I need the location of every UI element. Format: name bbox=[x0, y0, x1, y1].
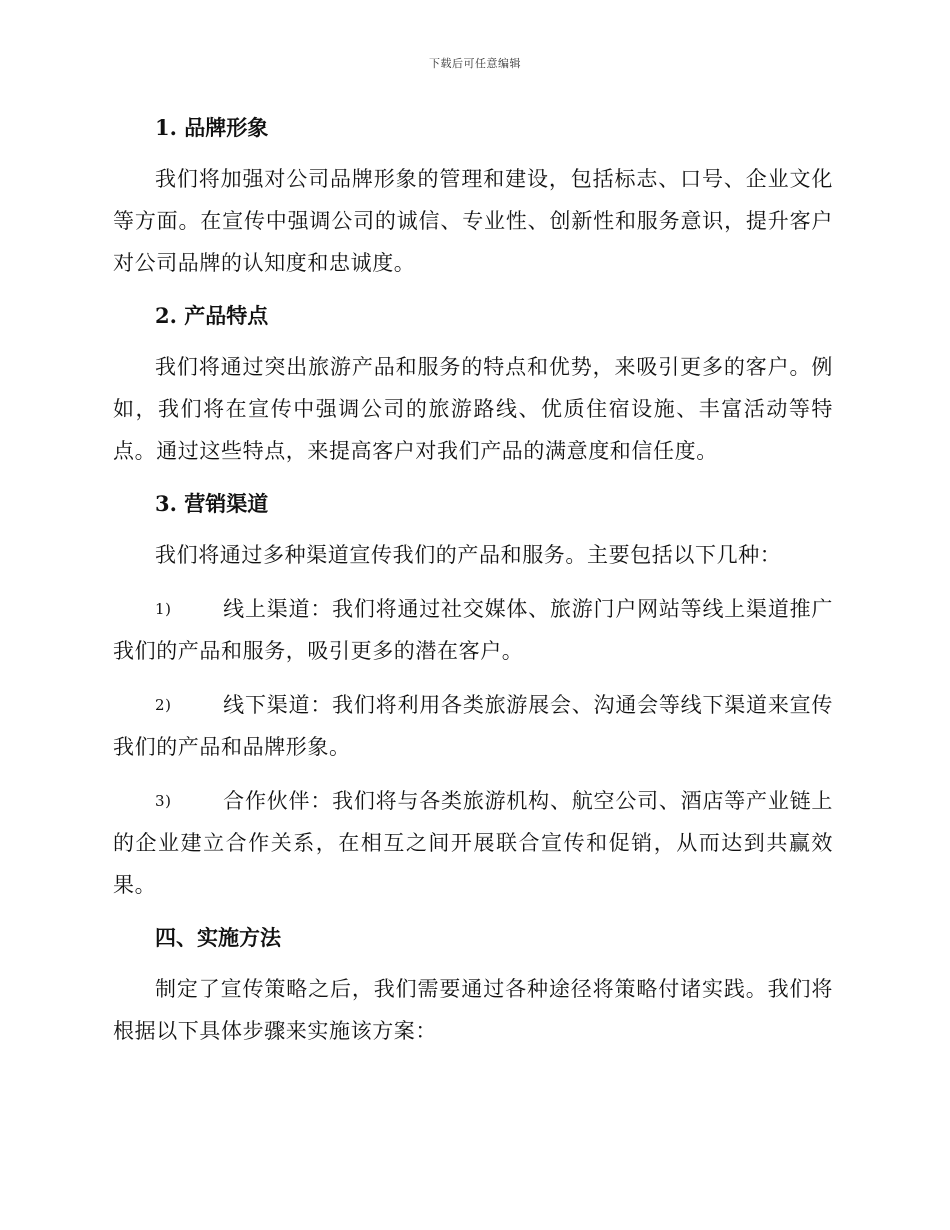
document-body bbox=[113, 108, 833, 1052]
header-note: 下载后可任意编辑 bbox=[429, 57, 521, 70]
list-item-partners bbox=[113, 780, 833, 906]
list-item-number: 1) bbox=[155, 600, 172, 618]
list-item-number: 3) bbox=[155, 792, 172, 810]
section-heading-product-features: 2. 产品特点 bbox=[155, 303, 269, 328]
list-item-text: 线下渠道：我们将利用各类旅游展会、沟通会等线下渠道来宣传我们的产品和品牌形象。 bbox=[113, 693, 833, 759]
list-item-online-channel bbox=[113, 588, 833, 672]
list-item-offline-channel bbox=[113, 684, 833, 768]
list-item-number: 2) bbox=[155, 696, 172, 714]
paragraph-brand-image: 我们将加强对公司品牌形象的管理和建设，包括标志、口号、企业文化等方面。在宣传中强调公司的诚信、专业性、创新性和服务意识，提升客户对公司品牌的认知度和忠诚度。 bbox=[113, 167, 833, 275]
section-heading-marketing-channels: 3. 营销渠道 bbox=[155, 491, 269, 516]
section-heading-implementation: 四、实施方法 bbox=[155, 925, 281, 950]
section-heading-brand-image: 1. 品牌形象 bbox=[155, 115, 269, 140]
paragraph-implementation: 制定了宣传策略之后，我们需要通过各种途径将策略付诸实践。我们将根据以下具体步骤来实施该方案： bbox=[113, 977, 833, 1043]
paragraph-marketing-intro: 我们将通过多种渠道宣传我们的产品和服务。主要包括以下几种： bbox=[155, 543, 782, 567]
paragraph-product-features: 我们将通过突出旅游产品和服务的特点和优势，来吸引更多的客户。例如，我们将在宣传中强调公司的旅游路线、优质住宿设施、丰富活动等特点。通过这些特点，来提高客户对我们产品的满意度和信任度。 bbox=[113, 355, 833, 463]
list-item-text: 合作伙伴：我们将与各类旅游机构、航空公司、酒店等产业链上的企业建立合作关系，在相互之间开展联合宣传和促销，从而达到共赢效果。 bbox=[113, 789, 833, 897]
list-item-text: 线上渠道：我们将通过社交媒体、旅游门户网站等线上渠道推广我们的产品和服务，吸引更多的潜在客户。 bbox=[113, 597, 833, 663]
